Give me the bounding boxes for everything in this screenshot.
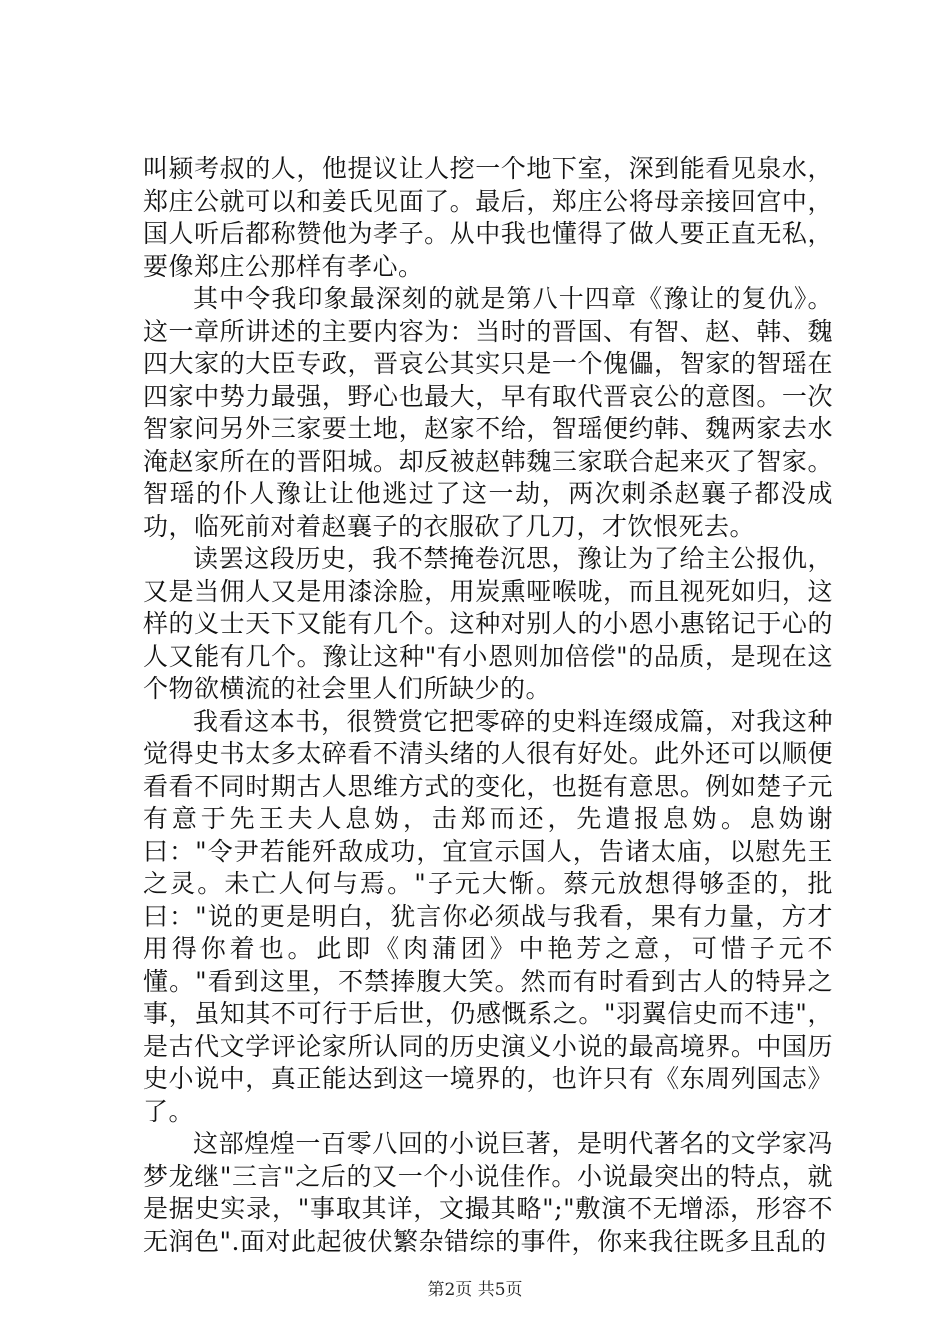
paragraph-2: 其中令我印象最深刻的就是第八十四章《豫让的复仇》。这一章所讲述的主要内容为：当时的晋国、有智、赵、韩、魏四大家的大臣专政，晋哀公其实只是一个傀儡，智家的智瑶在四家中势力最强，野心也最大，早有取代晋哀公的意图。一次智家问另外三家要土地，赵家不给，智瑶便约韩、魏两家去水淹赵家所在的晋阳城。却反被赵韩魏三家联合起来灭了智家。智瑶的仆人豫让让他逃过了这一劫，两次刺杀赵襄子都没成功，临死前对着赵襄子的衣服砍了几刀，才饮恨死去。 xyxy=(143,284,833,541)
paragraph-3: 读罢这段历史，我不禁掩卷沉思，豫让为了给主公报仇，又是当佣人又是用漆涂脸，用炭熏哑喉咙，而且视死如归，这样的义士天下又能有几个。这种对别人的小恩小惠铭记于心的人又能有几个。豫让这种"有小恩则加倍偿"的品质，是现在这个物欲横流的社会里人们所缺少的。 xyxy=(143,544,833,703)
document-body xyxy=(143,153,833,1258)
paragraph-5: 这部煌煌一百零八回的小说巨著，是明代著名的文学家冯梦龙继"三言"之后的又一个小说佳作。小说最突出的特点，就是据史实录，"事取其详，文撮其略";"敷演不无增添，形容不无润色".面对此起彼伏繁杂错综的事件，你来我往既多且乱的 xyxy=(143,1129,833,1256)
paragraph-4: 我看这本书，很赞赏它把零碎的史料连缀成篇，对我这种觉得史书太多太碎看不清头绪的人很有好处。此外还可以顺便看看不同时期古人思维方式的变化，也挺有意思。例如楚子元有意于先王夫人息妫，击郑而还，先遣报息妫。息妫谢曰："令尹若能歼敌成功，宜宣示国人，告诸太庙，以慰先王之灵。未亡人何与焉。"子元大惭。蔡元放想得够歪的，批曰："说的更是明白，犹言你必须战与我看，果有力量，方才用得你着也。此即《肉蒲团》中艳芳之意，可惜子元不懂。"看到这里，不禁捧腹大笑。然而有时看到古人的特异之事，虽知其不可行于后世，仍感慨系之。"羽翼信史而不违"，是古代文学评论家所认同的历史演义小说的最高境界。中国历史小说中，真正能达到这一境界的，也许只有《东周列国志》了。 xyxy=(143,706,833,1126)
page-number-footer: 第2页 共5页 xyxy=(427,1280,523,1300)
paragraph-1: 叫颍考叔的人，他提议让人挖一个地下室，深到能看见泉水，郑庄公就可以和姜氏见面了。最后，郑庄公将母亲接回宫中，国人听后都称赞他为孝子。从中我也懂得了做人要正直无私，要像郑庄公那样有孝心。 xyxy=(143,154,833,281)
